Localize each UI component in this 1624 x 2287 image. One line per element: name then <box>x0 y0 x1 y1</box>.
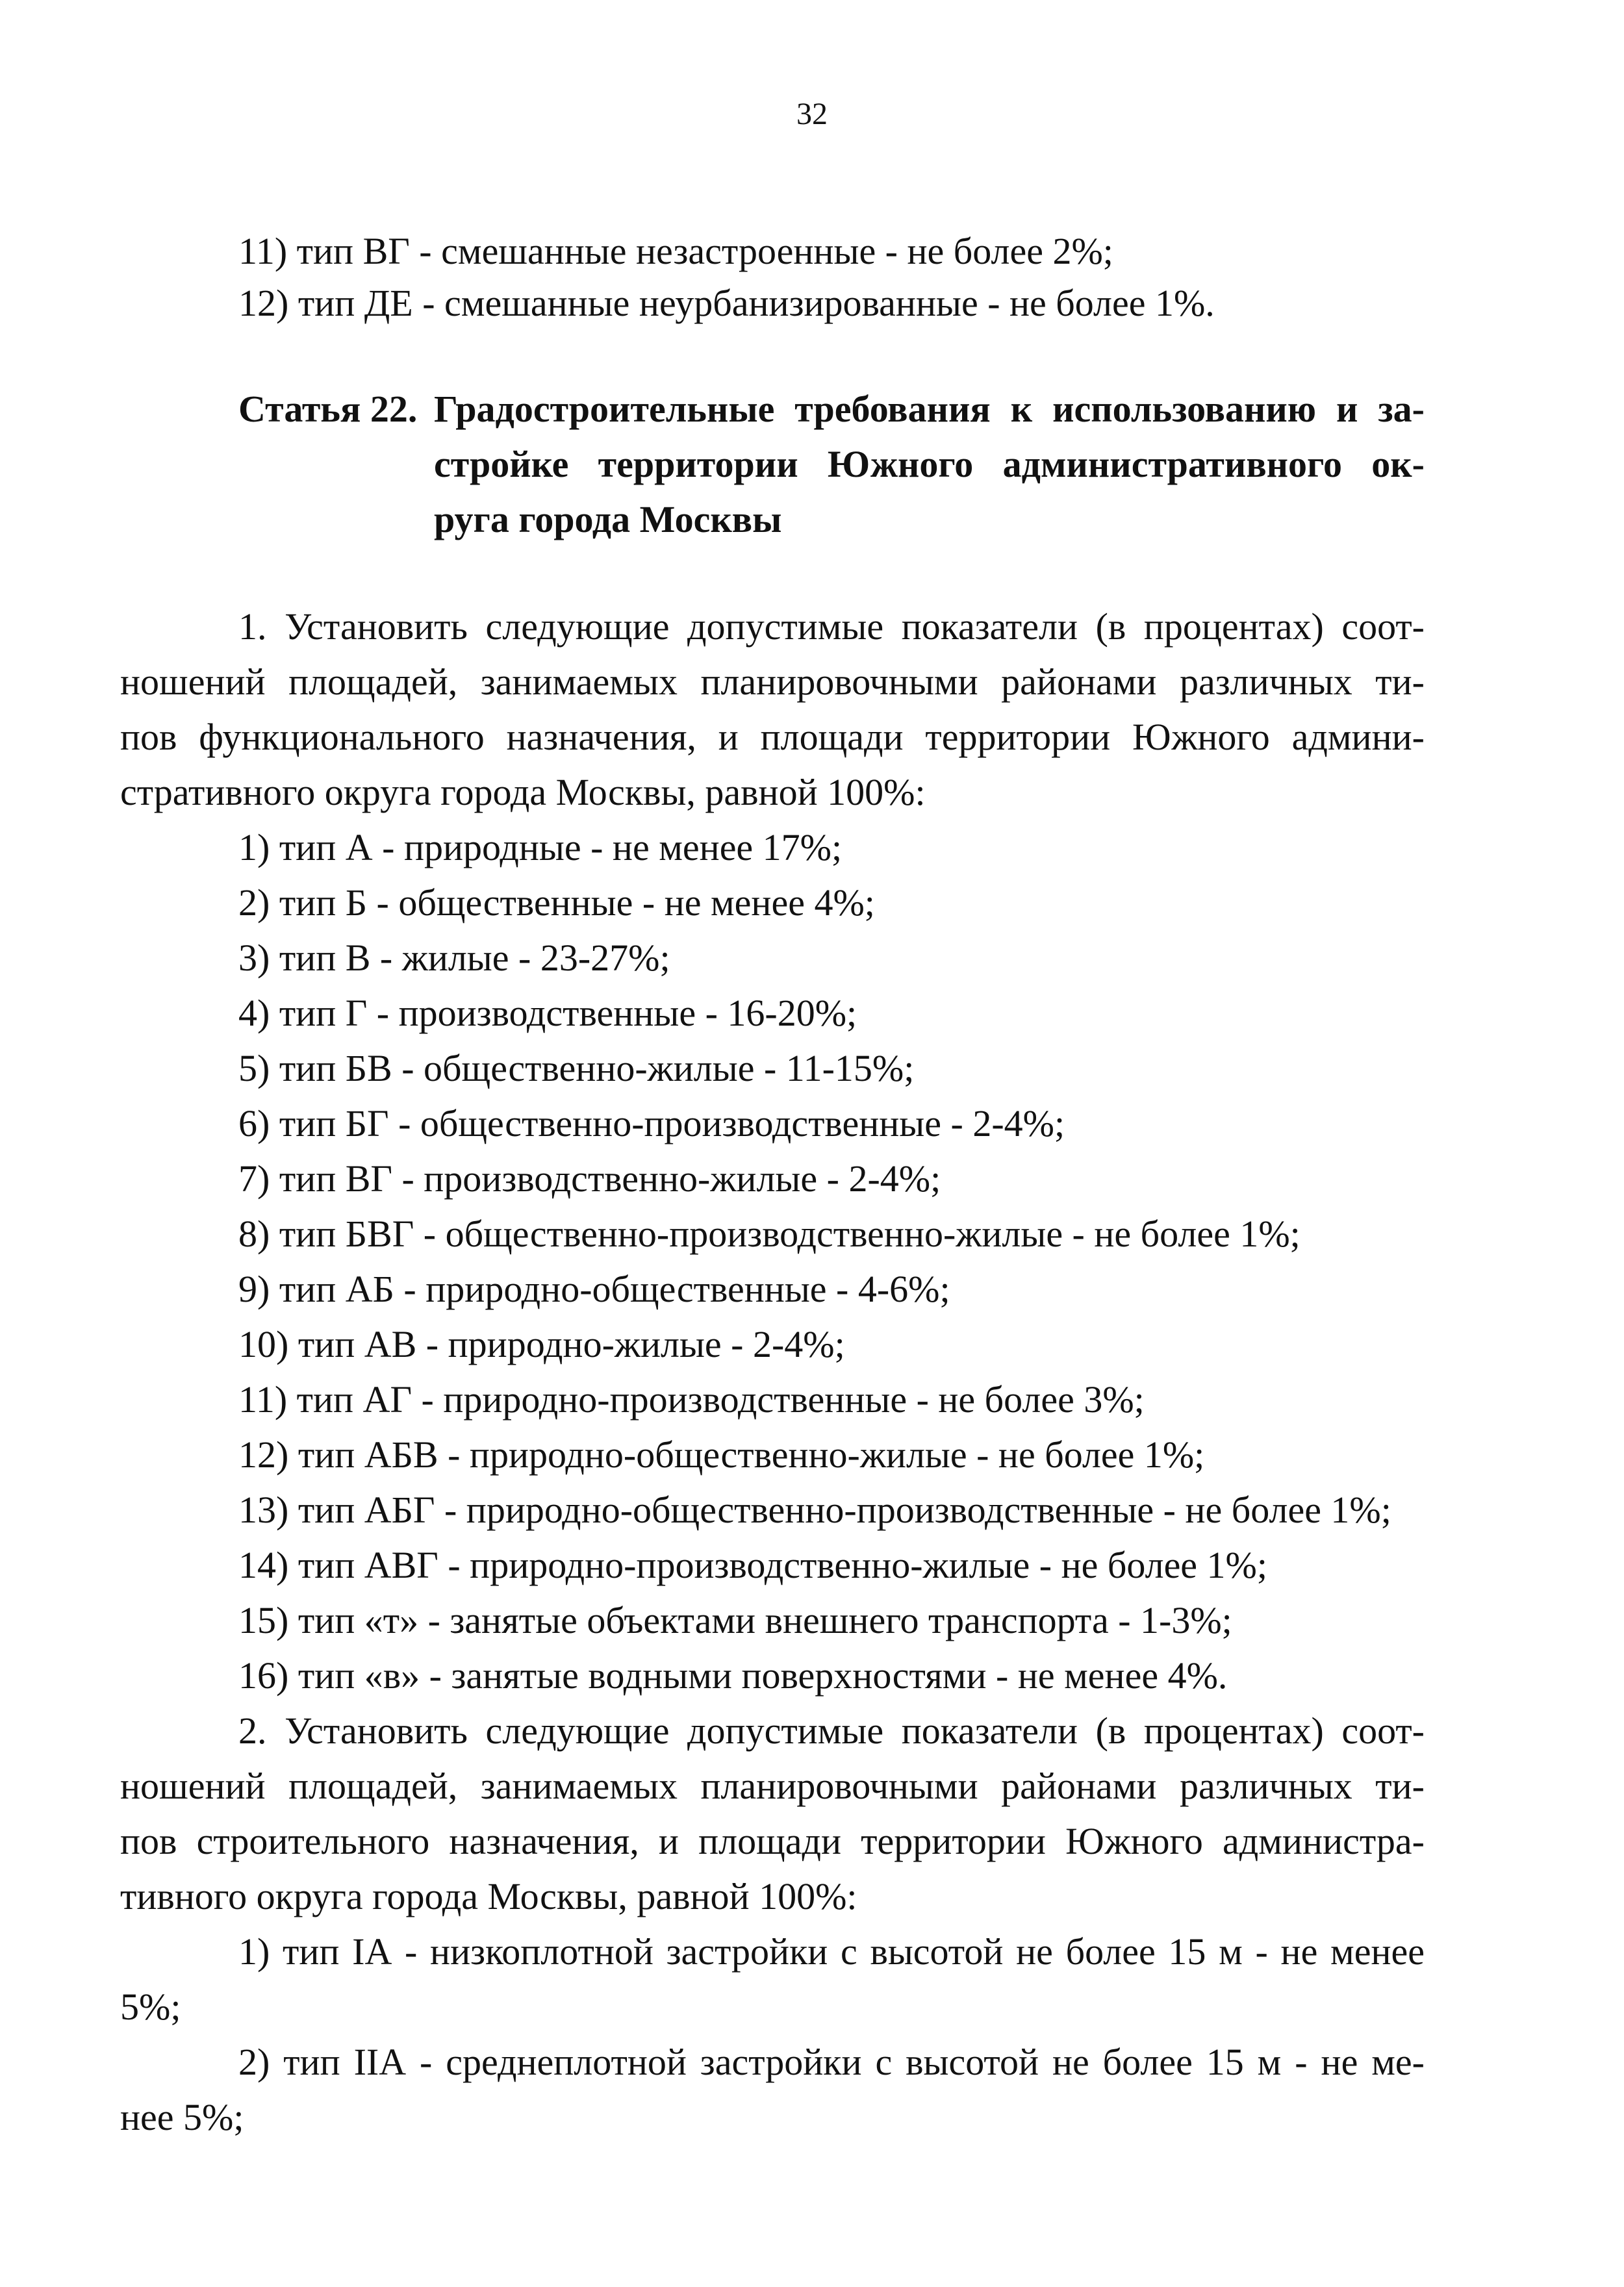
list-item: 12) тип ДЕ - смешанные неурбанизированные - не более 1%. <box>238 282 1215 324</box>
list-item: 13) тип АБГ - природно-общественно-производственные - не более 1%; <box>238 1489 1391 1531</box>
list-item: 6) тип БГ - общественно-производственные - 2-4%; <box>238 1102 1065 1144</box>
article-title-line: руга города Москвы <box>434 498 782 540</box>
paragraph-line: 2. Установить следующие допустимые показатели (в процентах) соот- <box>238 1710 1425 1752</box>
paragraph-line: пов функционального назначения, и площади территории Южного админи- <box>120 716 1425 758</box>
list-item: 15) тип «т» - занятые объектами внешнего транспорта - 1-3%; <box>238 1599 1232 1641</box>
paragraph-line: 1. Установить следующие допустимые показатели (в процентах) соот- <box>238 605 1425 648</box>
page-number: 32 <box>796 97 828 131</box>
list-item: 11) тип ВГ - смешанные незастроенные - не более 2%; <box>238 230 1113 272</box>
list-item: 7) тип ВГ - производственно-жилые - 2-4%; <box>238 1157 941 1200</box>
list-item: 3) тип В - жилые - 23-27%; <box>238 937 670 979</box>
paragraph-line: пов строительного назначения, и площади территории Южного администра- <box>120 1820 1425 1862</box>
list-item: 2) тип Б - общественные - не менее 4%; <box>238 881 875 924</box>
list-item: 10) тип АВ - природно-жилые - 2-4%; <box>238 1323 845 1365</box>
list-item: 5) тип БВ - общественно-жилые - 11-15%; <box>238 1047 915 1089</box>
paragraph-line: ношений площадей, занимаемых планировочными районами различных ти- <box>120 661 1425 703</box>
list-item: 11) тип АГ - природно-производственные - не более 3%; <box>238 1378 1145 1421</box>
paragraph-line: тивного округа города Москвы, равной 100%: <box>120 1875 857 1917</box>
list-item: 4) тип Г - производственные - 16-20%; <box>238 992 857 1034</box>
article-title-line: стройке территории Южного административного ок- <box>434 443 1425 485</box>
article-label: Статья 22. <box>238 388 418 430</box>
list-item-continuation: нее 5%; <box>120 2096 244 2138</box>
paragraph-line: стративного округа города Москвы, равной 100%: <box>120 771 926 813</box>
list-item-continuation: 5%; <box>120 1986 181 2028</box>
paragraph-line: ношений площадей, занимаемых планировочными районами различных ти- <box>120 1765 1425 1807</box>
list-item: 14) тип АВГ - природно-производственно-жилые - не более 1%; <box>238 1544 1267 1586</box>
list-item: 1) тип А - природные - не менее 17%; <box>238 826 843 868</box>
list-item: 9) тип АБ - природно-общественные - 4-6%; <box>238 1268 950 1310</box>
list-item: 1) тип IА - низкоплотной застройки с высотой не более 15 м - не менее <box>238 1930 1425 1973</box>
article-title-line: Градостроительные требования к использованию и за- <box>434 388 1425 430</box>
list-item: 8) тип БВГ - общественно-производственно-жилые - не более 1%; <box>238 1213 1300 1255</box>
list-item: 2) тип IIА - среднеплотной застройки с высотой не более 15 м - не ме- <box>238 2041 1425 2083</box>
list-item: 16) тип «в» - занятые водными поверхностями - не менее 4%. <box>238 1654 1228 1697</box>
list-item: 12) тип АБВ - природно-общественно-жилые - не более 1%; <box>238 1434 1205 1476</box>
